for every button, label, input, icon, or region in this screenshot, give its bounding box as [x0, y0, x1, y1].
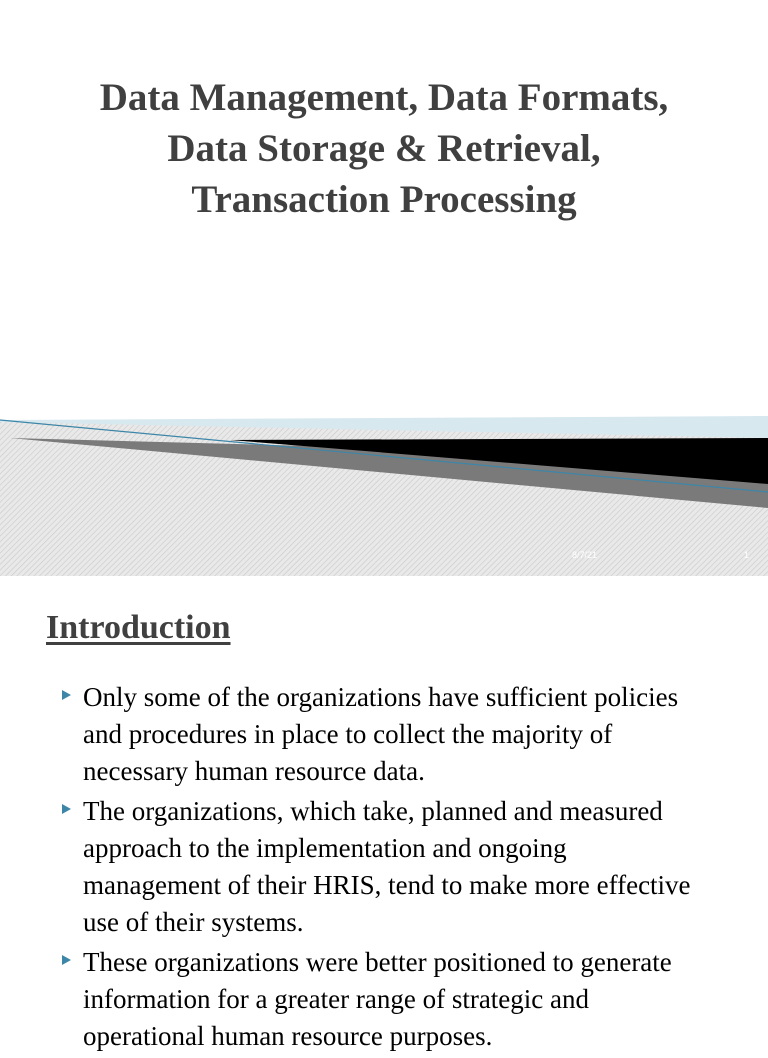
- introduction-slide: [0, 576, 768, 1051]
- bullet-arrow-icon: [62, 690, 71, 700]
- bullet-text: Only some of the organizations have sufficient policies and procedures in place to collect the majority of necessary human resource data.: [83, 682, 679, 786]
- bullet-arrow-icon: [62, 804, 71, 814]
- section-heading: Introduction: [46, 609, 231, 646]
- title-line-3: Transaction Processing: [191, 178, 577, 221]
- bullet-text: The organizations, which take, planned and measured approach to the implementation and ongoing management of their HRIS, tend to make more effective use of their systems.: [83, 796, 691, 937]
- slide-number: 1: [744, 550, 750, 560]
- title-line-1: Data Management, Data Formats,: [99, 76, 669, 119]
- bullet-list: [0, 679, 768, 1058]
- bullet-item: [0, 944, 768, 1055]
- slide-date: 8/7/21: [572, 550, 598, 560]
- title-line-2: Data Storage & Retrieval,: [167, 127, 601, 170]
- bullet-arrow-icon: [62, 955, 71, 965]
- bullet-item: [0, 793, 768, 941]
- slide-title: [20, 72, 748, 225]
- bullet-text: These organizations were better positioned to generate information for a greater range of strategic and operational human resource purposes.: [83, 947, 672, 1051]
- decorative-wave-graphic: [0, 400, 768, 576]
- bullet-item: [0, 679, 768, 790]
